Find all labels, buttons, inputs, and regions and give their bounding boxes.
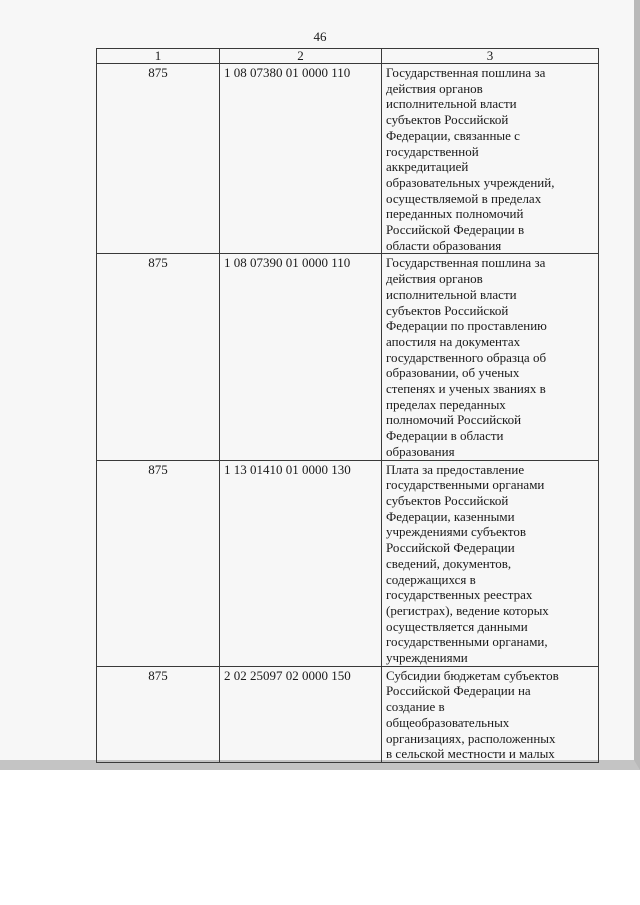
description-line: общеобразовательных [386,714,510,730]
column-header: 1 [97,49,220,64]
description-line: государственной [386,143,479,159]
description-line: пределах переданных [386,396,506,412]
description-line: Федерации, связанные с [386,127,520,143]
description-line: государственных реестрах [386,587,533,603]
budget-classification-code-cell: 1 08 07380 01 0000 110 [220,64,382,254]
description-line: учреждениями субъектов [386,524,527,540]
description-line: исполнительной власти [386,96,517,112]
table-row [97,64,599,254]
description-line: государственными органами, [386,634,548,650]
description-line: субъектов Российской [386,112,509,128]
column-header: 2 [220,49,382,64]
description-line: Федерации по проставлению [386,318,547,334]
admin-code-cell: 875 [97,460,220,666]
description-line: учреждениями [386,650,468,666]
description-line: степенях и ученых званиях в [386,381,546,397]
description-line: субъектов Российской [386,302,509,318]
description-line: Российской Федерации [386,540,515,556]
description-line: государственного образца об [386,349,547,365]
description-line: сведений, документов, [386,555,512,571]
description-line: аккредитацией [386,159,469,175]
description-line: действия органов [386,80,483,96]
description-line: создание в [386,699,445,715]
description-line: исполнительной власти [386,286,517,302]
description-line: апостиля на документах [386,333,521,349]
budget-classification-code-cell: 1 08 07390 01 0000 110 [220,254,382,460]
budget-classification-code-cell: 1 13 01410 01 0000 130 [220,460,382,666]
description-line: осуществляемой в пределах [386,190,542,206]
table-row [97,254,599,460]
admin-code-cell: 875 [97,666,220,762]
description-line: Субсидии бюджетам субъектов [386,667,559,683]
description-line: (регистрах), ведение которых [386,602,549,618]
table-row [97,460,599,666]
description-line: осуществляется данными [386,618,528,634]
income-description-cell [382,460,599,666]
admin-code-cell: 875 [97,254,220,460]
column-header: 3 [382,49,599,64]
budget-classification-code-cell: 2 02 25097 02 0000 150 [220,666,382,762]
description-line: Государственная пошлина за [386,255,546,271]
table-row [97,666,599,762]
table-header-row [97,49,599,64]
description-line: субъектов Российской [386,492,509,508]
description-line: Российской Федерации в [386,222,525,238]
income-description-cell [382,254,599,460]
description-line: Федерации, казенными [386,508,515,524]
description-line: Плата за предоставление [386,461,525,477]
description-line: Федерации в области [386,428,504,444]
description-line: в сельской местности и малых [386,746,555,762]
income-description-cell [382,64,599,254]
description-line: образовании, об ученых [386,365,520,381]
admin-code-cell: 875 [97,64,220,254]
page-number: 46 [313,29,327,44]
description-line: Государственная пошлина за [386,65,546,80]
description-line: полномочий Российской [386,412,522,428]
budget-codes-table [96,48,599,763]
description-line: переданных полномочий [386,206,524,222]
description-line: Российской Федерации на [386,683,531,699]
description-line: организациях, расположенных [386,730,556,746]
income-description-cell [382,666,599,762]
description-line: образования [386,443,455,459]
description-line: государственными органами [386,477,545,493]
description-line: области образования [386,237,502,253]
description-line: действия органов [386,271,483,287]
description-line: содержащихся в [386,571,476,587]
description-line: образовательных учреждений, [386,174,555,190]
